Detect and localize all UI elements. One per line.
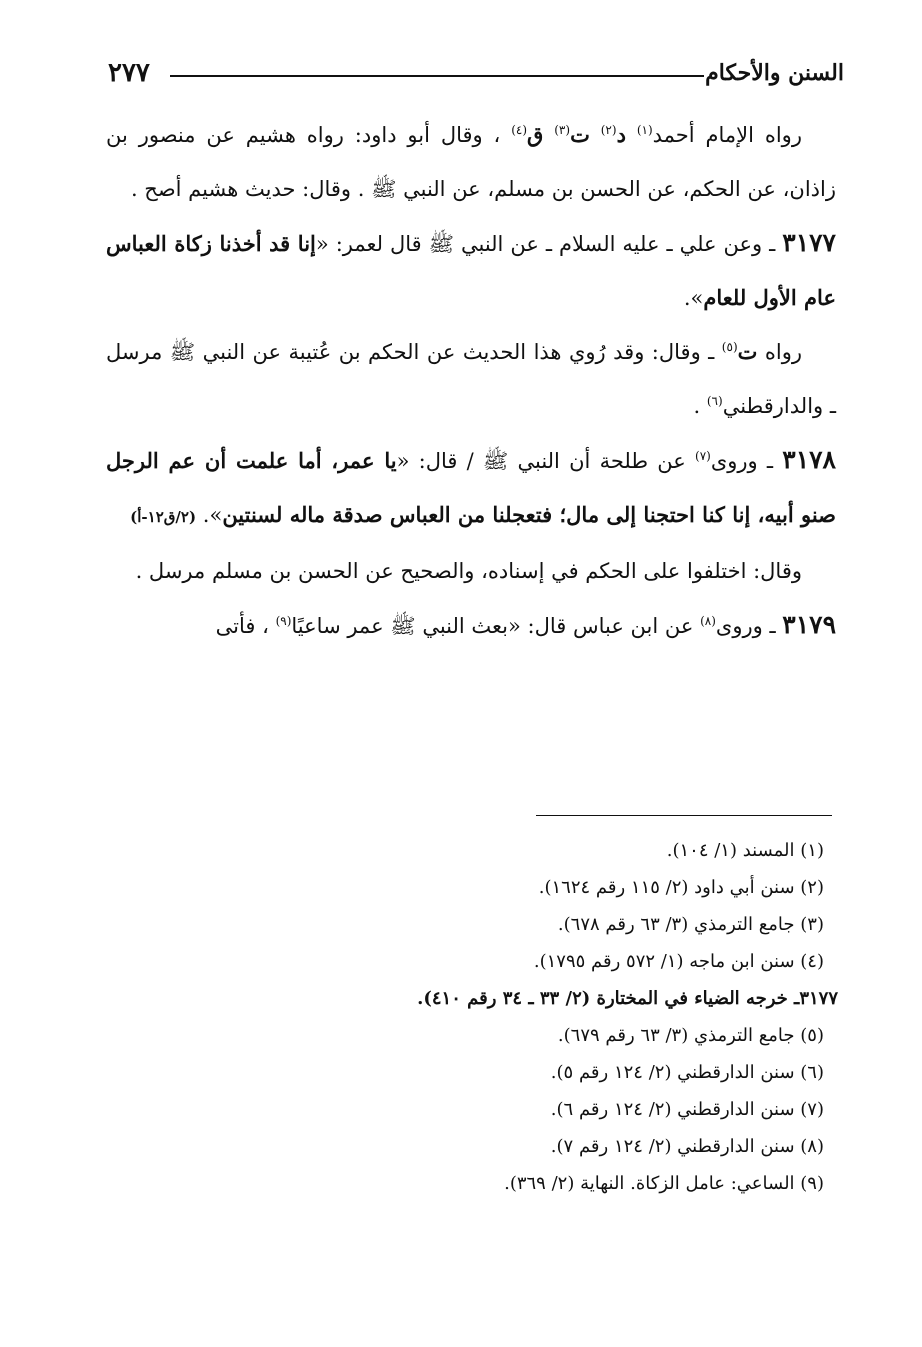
page-header <box>108 60 844 94</box>
hadith-number: ٣١٧٩ <box>782 610 836 639</box>
text-span: عن طلحة أن النبي ﷺ / قال: « <box>396 449 695 473</box>
footnote-7: (٧) سنن الدارقطني (٢/ ١٢٤ رقم ٦). <box>550 1099 824 1120</box>
footnote-6: (٦) سنن الدارقطني (٢/ ١٢٤ رقم ٥). <box>550 1062 824 1083</box>
text-span: ـ وقال: وقد رُوي هذا الحديث عن الحكم بن عُتيبة عن النبي ﷺ مرسل ـ والدارقطني <box>106 340 836 418</box>
footnote-3177: ٣١٧٧ـ خرجه الضياء في المختارة (٢/ ٣٣ ـ ٣٤ رقم ٤١٠). <box>417 988 838 1009</box>
footnote-2: (٢) سنن أبي داود (٢/ ١١٥ رقم ١٦٢٤). <box>538 877 824 898</box>
footnote-9: (٩) الساعي: عامل الزكاة. النهاية (٢/ ٣٦٩). <box>504 1173 824 1194</box>
footnote-ref: (٨) <box>700 614 716 628</box>
text-span: رواه <box>757 340 802 364</box>
book-title: السنن والأحكام <box>705 60 844 86</box>
footnote-ref: (٤) <box>511 123 528 137</box>
text-span: ، فأتى <box>215 614 276 638</box>
hadith-number: ٣١٧٨ <box>782 445 836 474</box>
source-abbrev: د <box>616 122 626 147</box>
page-number: ٢٧٧ <box>108 58 150 88</box>
footnote-separator <box>536 815 832 816</box>
text-span: ـ وروى <box>710 449 783 473</box>
footnote-1: (١) المسند (١/ ١٠٤). <box>666 840 824 861</box>
text-span: وقال: اختلفوا على الحكم في إسناده، والصحيح عن الحسن بن مسلم مرسل . <box>135 559 802 583</box>
footnote-ref: (٧) <box>695 449 711 463</box>
footnote-3: (٣) جامع الترمذي (٣/ ٦٣ رقم ٦٧٨). <box>557 914 824 935</box>
text-span: ». <box>202 503 223 527</box>
footnote-ref: (٥) <box>721 340 738 354</box>
text-span: . <box>693 394 707 418</box>
footnote-ref: (٢) <box>600 123 617 137</box>
source-abbrev: ق <box>527 122 544 147</box>
manuscript-folio-note: (٢/ق١٢-أ) <box>130 508 197 526</box>
text-span: ، وقال أبو داود: رواه هشيم عن منصور بن زاذان، عن الحكم، عن الحسن بن مسلم، عن النبي ﷺ . وقال: حديث هشيم أصح . <box>106 123 836 201</box>
footnotes <box>80 832 838 1202</box>
footnote-8: (٨) سنن الدارقطني (٢/ ١٢٤ رقم ٧). <box>550 1136 824 1157</box>
footnote-ref: (٦) <box>706 394 723 408</box>
footnote-ref: (١) <box>636 123 653 137</box>
hadith-3177 <box>106 216 836 325</box>
hadith-number: ٣١٧٧ <box>782 228 836 257</box>
footnote-4: (٤) سنن ابن ماجه (١/ ٥٧٢ رقم ١٧٩٥). <box>533 951 824 972</box>
hadith-text: إنا قد أخذنا زكاة العباس عام الأول للعام <box>106 231 836 310</box>
main-text <box>106 108 836 653</box>
header-rule <box>170 75 704 77</box>
source-abbrev: ت <box>570 122 590 147</box>
footnote-ref: (٣) <box>554 123 571 137</box>
text-span: ـ وروى <box>715 614 783 638</box>
text-span: رواه الإمام أحمد <box>652 123 802 147</box>
source-abbrev: ت <box>737 339 758 364</box>
hadith-3179 <box>106 598 836 653</box>
hadith-text: يا عمر، أما علمت أن عم الرجل صنو أبيه، إنا كنا احتجنا إلى مال؛ فتعجلنا من العباس صدقة ماله لسنتين <box>106 448 836 527</box>
hadith-3178 <box>106 433 836 544</box>
footnote-5: (٥) جامع الترمذي (٣/ ٦٣ رقم ٦٧٩). <box>557 1025 824 1046</box>
text-span: ـ وعن علي ـ عليه السلام ـ عن النبي ﷺ قال لعمر: « <box>315 232 783 256</box>
paragraph-riwaya-3 <box>106 544 836 598</box>
paragraph-riwaya-1 <box>106 108 836 216</box>
text-span: ». <box>683 286 704 310</box>
paragraph-riwaya-2 <box>106 325 836 433</box>
footnote-ref: (٩) <box>275 614 292 628</box>
text-span: عن ابن عباس قال: «بعث النبي ﷺ عمر ساعيًا <box>291 614 701 638</box>
